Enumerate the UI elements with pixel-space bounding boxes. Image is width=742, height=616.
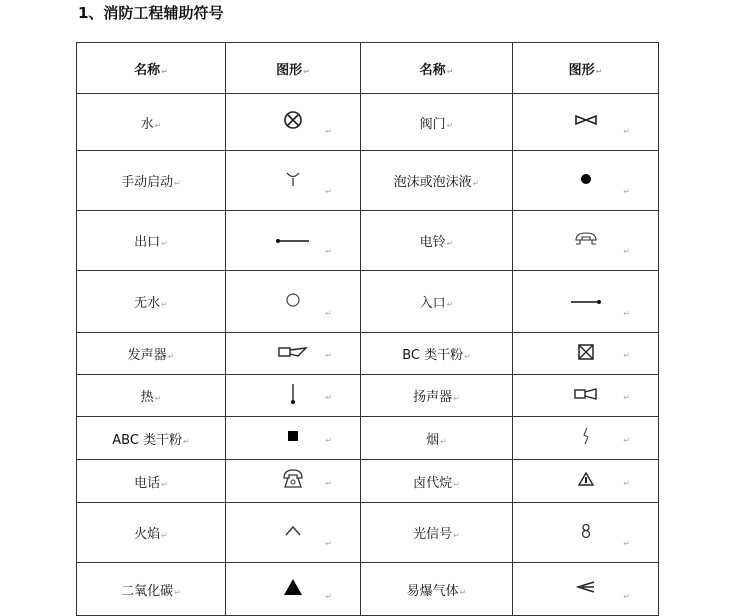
header-label: 名称 ↵: [134, 63, 168, 78]
table-row: [77, 503, 659, 563]
section-heading: 1、消防工程辅助符号: [78, 4, 224, 22]
return-mark: ↵: [623, 393, 630, 402]
caret-up-icon: [284, 525, 302, 541]
return-mark: ↵: [325, 393, 332, 402]
symbol-name: 无水 ↵: [134, 296, 168, 311]
symbol-name-cell: [77, 417, 226, 460]
table-row: [77, 375, 659, 417]
symbol-cell: [226, 563, 361, 616]
symbol-name-cell: [361, 417, 513, 460]
explosive-gas-icon: [576, 580, 596, 598]
symbol-name: 热 ↵: [141, 390, 162, 405]
line-dot-right-icon: [570, 294, 602, 309]
return-mark: ↵: [325, 247, 332, 256]
y-fork-icon: [285, 171, 301, 191]
symbol-name-cell: [77, 211, 226, 271]
bowtie-valve-icon: [574, 114, 598, 130]
circle-icon: [285, 292, 301, 312]
table-row: [77, 460, 659, 503]
symbol-name: 易爆气体 ↵: [407, 584, 467, 599]
return-mark: ↵: [325, 539, 332, 548]
symbol-name: 手动启动 ↵: [121, 175, 181, 190]
symbol-name-cell: [361, 271, 513, 333]
symbol-cell: [226, 460, 361, 503]
return-mark: ↵: [623, 592, 630, 601]
header-label: 图形 ↵: [569, 63, 603, 78]
symbol-name: BC 类干粉 ↵: [402, 348, 471, 363]
return-mark: ↵: [623, 351, 630, 360]
return-mark: ↵: [623, 479, 630, 488]
table-header-row: [77, 43, 659, 94]
symbol-name-cell: [361, 333, 513, 375]
table-row: [77, 417, 659, 460]
return-mark: ↵: [325, 187, 332, 196]
triangle-dot-icon: [578, 472, 594, 490]
thermometer-line-icon: [290, 383, 296, 409]
line-dot-left-icon: [275, 233, 311, 248]
return-mark: ↵: [623, 309, 630, 318]
symbol-cell: [226, 271, 361, 333]
symbol-cell: [226, 94, 361, 151]
symbol-cell: [513, 563, 659, 616]
return-mark: ↵: [325, 436, 332, 445]
symbol-cell: [513, 333, 659, 375]
symbol-cell: [226, 417, 361, 460]
symbol-name-cell: [77, 503, 226, 563]
symbol-name-cell: [361, 563, 513, 616]
speaker-icon: [574, 388, 598, 404]
symbol-name-cell: [361, 503, 513, 563]
symbol-name: 泡沫或泡沫液 ↵: [394, 175, 480, 190]
symbol-name-cell: [361, 94, 513, 151]
symbol-cell: [513, 271, 659, 333]
symbol-cell: [513, 151, 659, 211]
return-mark: ↵: [623, 187, 630, 196]
symbol-name: 电话 ↵: [134, 476, 168, 491]
return-mark: ↵: [623, 247, 630, 256]
table-row: [77, 333, 659, 375]
return-mark: ↵: [623, 539, 630, 548]
return-mark: ↵: [325, 479, 332, 488]
symbol-cell: [226, 503, 361, 563]
symbol-name-cell: [77, 460, 226, 503]
symbol-cell: [513, 211, 659, 271]
symbol-name-cell: [361, 151, 513, 211]
table-row: [77, 563, 659, 616]
symbol-name-cell: [361, 375, 513, 417]
table-row: [77, 271, 659, 333]
symbol-name-cell: [77, 375, 226, 417]
symbol-cell: [513, 375, 659, 417]
symbol-name: 火焰 ↵: [134, 527, 168, 542]
light-signal-icon: [581, 523, 591, 543]
return-mark: ↵: [325, 592, 332, 601]
header-symbol: [226, 43, 361, 94]
symbol-cell: [226, 333, 361, 375]
symbol-name: 出口 ↵: [134, 235, 168, 250]
symbol-name-cell: [77, 151, 226, 211]
return-mark: ↵: [325, 351, 332, 360]
smoke-squiggle-icon: [581, 427, 591, 449]
symbol-name: 扬声器 ↵: [413, 390, 460, 405]
symbol-name-cell: [361, 460, 513, 503]
header-label: 名称 ↵: [420, 63, 454, 78]
filled-triangle-icon: [283, 578, 303, 600]
header-name: [361, 43, 513, 94]
symbol-name: 二氧化碳 ↵: [121, 584, 181, 599]
symbol-name-cell: [77, 333, 226, 375]
symbol-name-cell: [77, 94, 226, 151]
return-mark: ↵: [325, 309, 332, 318]
symbol-cell: [226, 151, 361, 211]
bell-icon: [574, 232, 598, 250]
symbol-name: 阀门 ↵: [420, 117, 454, 132]
filled-dot-icon: [580, 173, 592, 189]
symbol-cell: [513, 460, 659, 503]
table-row: [77, 94, 659, 151]
symbol-name-cell: [77, 563, 226, 616]
header-name: [77, 43, 226, 94]
return-mark: ↵: [623, 127, 630, 136]
symbol-name: 光信号 ↵: [413, 527, 460, 542]
symbol-cell: [226, 211, 361, 271]
symbol-name: 卤代烷 ↵: [413, 476, 460, 491]
symbol-name-cell: [77, 271, 226, 333]
table-row: [77, 211, 659, 271]
symbol-name: 水 ↵: [141, 117, 162, 132]
symbol-cell: [226, 375, 361, 417]
symbol-name: 发声器 ↵: [128, 348, 175, 363]
symbol-cell: [513, 417, 659, 460]
symbol-name: 入口 ↵: [420, 296, 454, 311]
circle-x-icon: [282, 109, 304, 135]
box-x-icon: [578, 344, 594, 364]
filled-square-icon: [287, 430, 299, 446]
symbol-table: [76, 42, 659, 616]
table-row: [77, 151, 659, 211]
telephone-icon: [282, 469, 304, 493]
symbol-name-cell: [361, 211, 513, 271]
return-mark: ↵: [325, 127, 332, 136]
symbol-name: 电铃 ↵: [420, 235, 454, 250]
symbol-name: ABC 类干粉 ↵: [112, 433, 190, 448]
symbol-cell: [513, 503, 659, 563]
header-label: 图形 ↵: [276, 63, 310, 78]
symbol-cell: [513, 94, 659, 151]
return-mark: ↵: [623, 436, 630, 445]
sounder-icon: [278, 346, 308, 362]
header-symbol: [513, 43, 659, 94]
symbol-name: 烟 ↵: [426, 433, 447, 448]
